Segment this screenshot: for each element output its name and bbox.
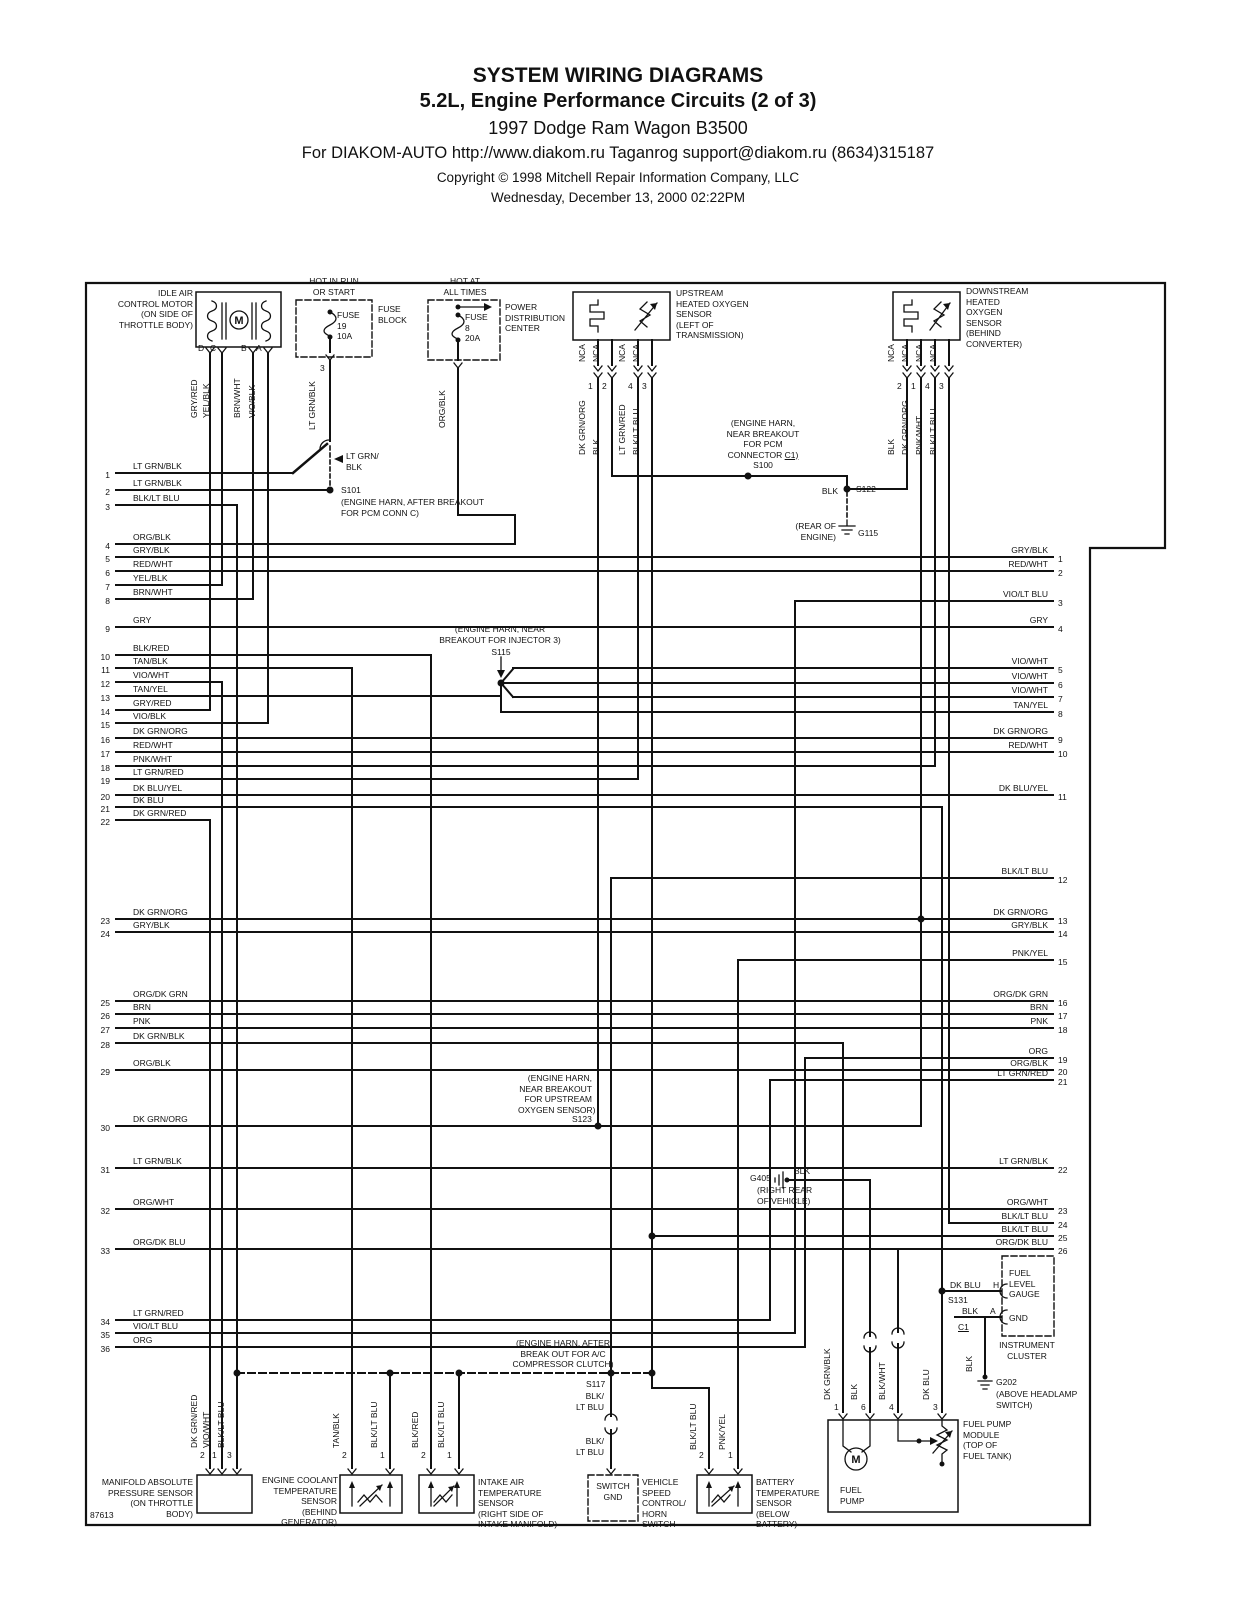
- s123-id: S123: [572, 1114, 592, 1124]
- left-pin-number: 9: [105, 624, 110, 634]
- iac-wire-a: VIO/BLK: [247, 384, 257, 418]
- fuse19-rating: FUSE 19 10A: [337, 310, 360, 341]
- left-pin-number: 11: [101, 665, 110, 675]
- left-pin-number: 22: [100, 817, 110, 827]
- cluster-name: INSTRUMENT CLUSTER: [999, 1340, 1055, 1361]
- left-pin-number: 24: [100, 929, 110, 939]
- right-pin-number: 10: [1058, 749, 1068, 759]
- cluster-gauge-label: FUEL LEVEL GAUGE: [1009, 1268, 1040, 1299]
- iat-sensor-box: [419, 1475, 474, 1513]
- upstream-nca-3: NCA: [617, 344, 627, 362]
- copyright-line: Copyright © 1998 Mitchell Repair Information Company, LLC: [436, 170, 800, 185]
- vsc-wire-upper: BLK/ LT BLU: [575, 1391, 604, 1412]
- fuel-pump-module-label: FUEL PUMP MODULE (TOP OF FUEL TANK): [963, 1419, 1012, 1461]
- g405-note: (RIGHT REAR OF VEHICLE): [757, 1185, 813, 1206]
- batt-sensor-box: [697, 1475, 752, 1513]
- left-pin-number: 17: [100, 749, 110, 759]
- ect-pin-2: 2: [342, 1450, 347, 1460]
- right-pin-number: 16: [1058, 998, 1068, 1008]
- right-pin-number: 25: [1058, 1233, 1068, 1243]
- right-pin-label: GRY: [1029, 615, 1048, 625]
- pdc-label-lines: POWER DISTRIBUTION CENTER: [505, 302, 565, 333]
- right-pin-number: 12: [1058, 875, 1068, 885]
- ect-pin-1: 1: [380, 1450, 385, 1460]
- left-pin-number: 10: [100, 652, 110, 662]
- map-wire-2: DK GRN/RED: [189, 1394, 199, 1448]
- iac-pin-c: C: [210, 343, 217, 353]
- left-pin-label: ORG: [133, 1335, 153, 1345]
- right-pin-label: VIO/LT BLU: [1002, 589, 1048, 599]
- right-pin-label: VIO/WHT: [1011, 671, 1048, 681]
- left-pin-label: LT GRN/BLK: [133, 1156, 182, 1166]
- right-pin-label: RED/WHT: [1008, 740, 1048, 750]
- s100-note: (ENGINE HARN, NEAR BREAKOUT FOR PCM CONNECTOR C1) S100: [726, 418, 800, 470]
- downstream-o2-label: DOWNSTREAM HEATED OXYGEN SENSOR (BEHIND CONVERTER): [966, 286, 1029, 349]
- left-pin-label: LT GRN/RED: [133, 767, 184, 777]
- downstream-wire-4: BLK/LT BLU: [928, 408, 938, 455]
- batt-pin-2: 2: [699, 1450, 704, 1460]
- upstream-wire-3: LT GRN/RED: [617, 404, 627, 455]
- left-pin-label: BLK/LT BLU: [133, 493, 180, 503]
- fuel-pump-motor-m: M: [851, 1454, 861, 1466]
- upstream-wire-2: BLK: [591, 438, 601, 455]
- upstream-pin-4: 3: [642, 381, 647, 391]
- right-pin-label: DK GRN/ORG: [993, 726, 1048, 736]
- vsc-box-label: SWITCH GND: [596, 1481, 630, 1502]
- left-pin-number: 27: [100, 1025, 110, 1035]
- g405-id: G405: [750, 1173, 771, 1183]
- left-pin-number: 34: [100, 1317, 110, 1327]
- s115-note: (ENGINE HARN, NEAR BREAKOUT FOR INJECTOR 3): [439, 624, 561, 645]
- timestamp-line: Wednesday, December 13, 2000 02:22PM: [491, 190, 745, 205]
- left-pin-number: 26: [100, 1011, 110, 1021]
- right-pin-number: 9: [1058, 735, 1063, 745]
- vsc-wire-lower: BLK/ LT BLU: [575, 1436, 604, 1457]
- left-pin-label: TAN/BLK: [133, 656, 168, 666]
- right-pin-number: 11: [1058, 792, 1067, 802]
- downstream-pin-4: 3: [939, 381, 944, 391]
- left-pin-number: 36: [100, 1344, 110, 1354]
- left-pin-number: 21: [100, 804, 110, 814]
- right-pin-label: BRN: [1030, 1002, 1048, 1012]
- downstream-pin-2: 1: [911, 381, 916, 391]
- iat-pin-2: 2: [421, 1450, 426, 1460]
- ect-wire-1: BLK/LT BLU: [369, 1401, 379, 1448]
- iac-wire-c: YEL/BLK: [201, 383, 211, 418]
- left-pin-label: GRY/RED: [133, 698, 172, 708]
- right-pin-number: 23: [1058, 1206, 1068, 1216]
- left-pin-label: PNK: [133, 1016, 151, 1026]
- right-pin-number: 2: [1058, 568, 1063, 578]
- right-pin-label: DK GRN/ORG: [993, 907, 1048, 917]
- right-pin-number: 18: [1058, 1025, 1068, 1035]
- left-pin-number: 4: [105, 541, 110, 551]
- upstream-wire-1: DK GRN/ORG: [577, 400, 587, 455]
- fuse19-wire: LT GRN/BLK: [307, 381, 317, 430]
- iat-wire-2: BLK/RED: [410, 1411, 420, 1448]
- left-pin-label: ORG/DK BLU: [133, 1237, 186, 1247]
- left-pin-label: ORG/BLK: [133, 1058, 171, 1068]
- upstream-nca-4: NCA: [631, 344, 641, 362]
- batt-sensor-label: BATTERY TEMPERATURE SENSOR (BELOW BATTERY): [756, 1477, 820, 1529]
- sensor-ground-bus: [234, 1370, 656, 1377]
- map-pin-2: 2: [200, 1450, 205, 1460]
- left-pin-label: DK GRN/ORG: [133, 907, 188, 917]
- iat-sensor-label: INTAKE AIR TEMPERATURE SENSOR (RIGHT SIDE OF INTAKE MANIFOLD): [478, 1477, 558, 1529]
- right-pin-number: 19: [1058, 1055, 1068, 1065]
- left-pin-label: DK GRN/ORG: [133, 1114, 188, 1124]
- ect-sensor-label: ENGINE COOLANT TEMPERATURE SENSOR (BEHIND GENERATOR): [262, 1475, 339, 1527]
- left-pin-label: ORG/DK GRN: [133, 989, 188, 999]
- g115-id: G115: [858, 528, 879, 538]
- s101-branch-wire: LT GRN/ BLK: [346, 451, 379, 472]
- downstream-nca-2: NCA: [900, 344, 910, 362]
- downstream-nca-1: NCA: [886, 344, 896, 362]
- upstream-pin-1: 1: [588, 381, 593, 391]
- pump-wire-3: DK BLU: [921, 1369, 931, 1400]
- distributor-line: For DIAKOM-AUTO http://www.diakom.ru Taganrog support@diakom.ru (8634)315187: [301, 144, 935, 162]
- iac-pin-a: A: [256, 343, 262, 353]
- fuse19-title: HOT IN RUN OR START: [309, 276, 359, 297]
- left-pin-number: 7: [105, 582, 110, 592]
- right-pin-label: PNK: [1030, 1016, 1048, 1026]
- left-pin-number: 8: [105, 596, 110, 606]
- cluster-wire-h: DK BLU: [950, 1280, 981, 1290]
- iac-motor-m: M: [234, 315, 244, 327]
- iac-pin-d: D: [198, 343, 205, 353]
- right-pin-label: DK BLU/YEL: [998, 783, 1048, 793]
- s123-note: (ENGINE HARN, NEAR BREAKOUT FOR UPSTREAM OXYGEN SENSOR): [518, 1073, 596, 1115]
- right-pin-label: ORG/DK BLU: [995, 1237, 1048, 1247]
- left-pin-label: RED/WHT: [133, 740, 173, 750]
- iat-wire-1: BLK/LT BLU: [436, 1401, 446, 1448]
- iac-motor-symbol: [196, 292, 281, 723]
- cluster-gnd-label: GND: [1009, 1313, 1028, 1323]
- left-pin-label: TAN/YEL: [133, 684, 168, 694]
- pump-pin-3: 3: [933, 1402, 938, 1412]
- left-pin-label: GRY/BLK: [133, 545, 170, 555]
- left-pin-label: VIO/BLK: [133, 711, 167, 721]
- map-sensor-label: MANIFOLD ABSOLUTE PRESSURE SENSOR (ON THROTTLE BODY): [101, 1477, 193, 1519]
- right-pin-number: 20: [1058, 1067, 1068, 1077]
- left-pin-label: RED/WHT: [133, 559, 173, 569]
- cluster-conn-c1: C1: [958, 1322, 969, 1332]
- left-pin-number: 33: [100, 1246, 110, 1256]
- left-pin-label: GRY/BLK: [133, 920, 170, 930]
- right-pin-label: VIO/WHT: [1011, 656, 1048, 666]
- fuse19-pin: 3: [320, 363, 325, 373]
- s122-id: S122: [856, 484, 876, 494]
- right-pin-number: 5: [1058, 665, 1063, 675]
- right-pin-number: 15: [1058, 957, 1068, 967]
- right-pin-number: 7: [1058, 694, 1063, 704]
- right-pin-label: RED/WHT: [1008, 559, 1048, 569]
- left-pin-label: YEL/BLK: [133, 573, 168, 583]
- upstream-pin-2: 2: [602, 381, 607, 391]
- left-pin-label: VIO/LT BLU: [133, 1321, 179, 1331]
- pump-wire-6: BLK: [849, 1383, 859, 1400]
- left-pin-label: VIO/WHT: [133, 670, 170, 680]
- left-pin-label: GRY: [133, 615, 152, 625]
- s115-splice-symbol: [497, 657, 513, 712]
- right-pin-label: TAN/YEL: [1013, 700, 1048, 710]
- right-pin-number: 14: [1058, 929, 1068, 939]
- pump-pin-1: 1: [834, 1402, 839, 1412]
- right-pin-label: ORG/WHT: [1006, 1197, 1048, 1207]
- page-title: SYSTEM WIRING DIAGRAMS: [472, 64, 764, 87]
- right-pin-number: 8: [1058, 709, 1063, 719]
- ect-sensor-box: [340, 1475, 402, 1513]
- right-pin-label: VIO/WHT: [1011, 685, 1048, 695]
- s100-s122-g115-bus: [612, 473, 907, 535]
- pump-pin-6: 6: [861, 1402, 866, 1412]
- right-pin-number: 22: [1058, 1165, 1068, 1175]
- right-pin-label: BLK/LT BLU: [1001, 1224, 1048, 1234]
- left-pin-label: DK GRN/RED: [133, 808, 187, 818]
- left-pin-number: 23: [100, 916, 110, 926]
- cluster-wire-a: BLK: [962, 1306, 979, 1316]
- right-pin-label: LT GRN/BLK: [999, 1156, 1048, 1166]
- left-pin-number: 6: [105, 568, 110, 578]
- upstream-o2-symbol: [573, 292, 709, 1468]
- downstream-wire-3: PNK/WHT: [914, 415, 924, 455]
- left-pin-label: LT GRN/BLK: [133, 461, 182, 471]
- left-pin-label: BRN/WHT: [133, 587, 173, 597]
- page-subtitle: 5.2L, Engine Performance Circuits (2 of 3): [419, 90, 817, 112]
- fuse8-title: HOT AT ALL TIMES: [443, 276, 487, 297]
- left-pin-number: 31: [100, 1165, 110, 1175]
- left-pin-number: 35: [100, 1330, 110, 1340]
- left-pin-label: PNK/WHT: [133, 754, 173, 764]
- right-pin-label: GRY/BLK: [1011, 545, 1048, 555]
- left-pin-number: 2: [105, 487, 110, 497]
- iac-pin-b: B: [241, 343, 247, 353]
- right-pin-label: ORG: [1028, 1046, 1048, 1056]
- left-pin-number: 28: [100, 1040, 110, 1050]
- s101-id: S101: [341, 485, 361, 495]
- right-pin-label: LT GRN/RED: [997, 1068, 1048, 1078]
- left-pin-label: ORG/WHT: [133, 1197, 175, 1207]
- left-pin-label: DK GRN/ORG: [133, 726, 188, 736]
- cluster-gnd-wire: BLK: [964, 1355, 974, 1372]
- left-pin-number: 30: [100, 1123, 110, 1133]
- diagram-border: [86, 283, 1165, 1525]
- right-pin-label: GRY/BLK: [1011, 920, 1048, 930]
- left-pin-number: 16: [100, 735, 110, 745]
- fuse8-rating: FUSE 8 20A: [465, 312, 488, 343]
- left-pin-number: 18: [100, 763, 110, 773]
- downstream-wire-1: BLK: [886, 438, 896, 455]
- upstream-pin-3: 4: [628, 381, 633, 391]
- pump-pin-4: 4: [889, 1402, 894, 1412]
- map-pin-1: 1: [212, 1450, 217, 1460]
- fuse8-wire: ORG/BLK: [437, 390, 447, 428]
- map-pin-3: 3: [227, 1450, 232, 1460]
- s117-note: (ENGINE HARN, AFTER BREAK OUT FOR A/C COMPRESSOR CLUTCH): [512, 1338, 614, 1369]
- pump-wire-4: BLK/WHT: [877, 1362, 887, 1400]
- left-pin-number: 14: [100, 707, 110, 717]
- left-pin-label: DK GRN/BLK: [133, 1031, 185, 1041]
- pump-wire-1: DK GRN/BLK: [822, 1348, 832, 1400]
- right-pin-number: 17: [1058, 1011, 1068, 1021]
- vsc-name-label: VEHICLE SPEED CONTROL/ HORN SWITCH: [642, 1477, 686, 1529]
- right-pin-number: 13: [1058, 916, 1068, 926]
- downstream-nca-4: NCA: [928, 344, 938, 362]
- cluster-pin-a: A: [990, 1306, 996, 1316]
- map-wire-3: BLK/LT BLU: [216, 1401, 226, 1448]
- map-wire-1: VIO/WHT: [201, 1411, 211, 1448]
- s122-wire: BLK: [821, 486, 838, 496]
- left-pin-label: LT GRN/RED: [133, 1308, 184, 1318]
- right-pin-label: BLK/LT BLU: [1001, 866, 1048, 876]
- s117-id: S117: [586, 1379, 606, 1389]
- iat-pin-1: 1: [447, 1450, 452, 1460]
- s115-id: S115: [491, 647, 511, 657]
- right-pin-number: 6: [1058, 680, 1063, 690]
- left-pin-label: DK BLU/YEL: [133, 783, 183, 793]
- right-pin-number: 1: [1058, 554, 1063, 564]
- right-pin-number: 4: [1058, 624, 1063, 634]
- left-pin-number: 20: [100, 792, 110, 802]
- left-pin-number: 25: [100, 998, 110, 1008]
- cluster-pin-h: H: [993, 1280, 1000, 1290]
- iac-label: IDLE AIR CONTROL MOTOR (ON SIDE OF THROTTLE BODY): [117, 288, 193, 330]
- left-pin-number: 19: [100, 776, 110, 786]
- downstream-pin-3: 4: [925, 381, 930, 391]
- batt-wire-2: BLK/LT BLU: [688, 1403, 698, 1450]
- left-pin-label: LT GRN/BLK: [133, 478, 182, 488]
- upstream-wire-4: BLK/LT BLU: [631, 408, 641, 455]
- right-pin-number: 21: [1058, 1077, 1068, 1087]
- batt-pin-1: 1: [728, 1450, 733, 1460]
- fuse-block-label: FUSE BLOCK: [378, 304, 407, 325]
- left-pin-number: 3: [105, 502, 110, 512]
- batt-wire-1: PNK/YEL: [717, 1414, 727, 1450]
- right-pin-label: ORG/BLK: [1010, 1058, 1048, 1068]
- right-pin-number: 3: [1058, 598, 1063, 608]
- g202-id: G202: [996, 1377, 1017, 1387]
- downstream-pin-1: 2: [897, 381, 902, 391]
- s131-id: S131: [948, 1295, 968, 1305]
- fuel-pump-label: FUEL PUMP: [840, 1485, 865, 1506]
- downstream-nca-3: NCA: [914, 344, 924, 362]
- upstream-nca-1: NCA: [577, 344, 587, 362]
- s123-splice-dot: [595, 1123, 602, 1130]
- ect-wire-2: TAN/BLK: [331, 1413, 341, 1448]
- g202-note: (ABOVE HEADLAMP SWITCH): [996, 1389, 1078, 1410]
- left-pin-number: 29: [100, 1067, 110, 1077]
- upstream-o2-label: UPSTREAM HEATED OXYGEN SENSOR (LEFT OF TRANSMISSION): [676, 288, 749, 340]
- upstream-nca-2: NCA: [591, 344, 601, 362]
- left-pin-number: 1: [105, 470, 110, 480]
- left-pin-number: 5: [105, 554, 110, 564]
- downstream-wire-2: DK GRN/ORG: [900, 400, 910, 455]
- left-pin-number: 32: [100, 1206, 110, 1216]
- left-pin-label: BRN: [133, 1002, 151, 1012]
- left-pin-number: 15: [100, 720, 110, 730]
- right-pin-label: BLK/LT BLU: [1001, 1211, 1048, 1221]
- left-pin-label: BLK/RED: [133, 643, 170, 653]
- right-pin-number: 26: [1058, 1246, 1068, 1256]
- left-pin-label: DK BLU: [133, 795, 164, 805]
- map-sensor-box: [197, 1475, 252, 1513]
- left-pin-label: ORG/BLK: [133, 532, 171, 542]
- iac-wire-b: BRN/WHT: [232, 378, 242, 418]
- diagram-footer-id: 87613: [90, 1510, 114, 1520]
- right-pin-number: 24: [1058, 1220, 1068, 1230]
- vehicle-title: 1997 Dodge Ram Wagon B3500: [488, 118, 748, 138]
- g405-wire: BLK: [794, 1166, 811, 1176]
- right-pin-label: PNK/YEL: [1012, 948, 1048, 958]
- right-pin-label: ORG/DK GRN: [993, 989, 1048, 999]
- iac-wire-d: GRY/RED: [189, 379, 199, 418]
- left-pin-number: 12: [100, 679, 110, 689]
- g115-note: (REAR OF ENGINE): [795, 521, 836, 542]
- left-pin-number: 13: [100, 693, 110, 703]
- s101-note: (ENGINE HARN, AFTER BREAKOUT FOR PCM CONN C): [341, 497, 485, 518]
